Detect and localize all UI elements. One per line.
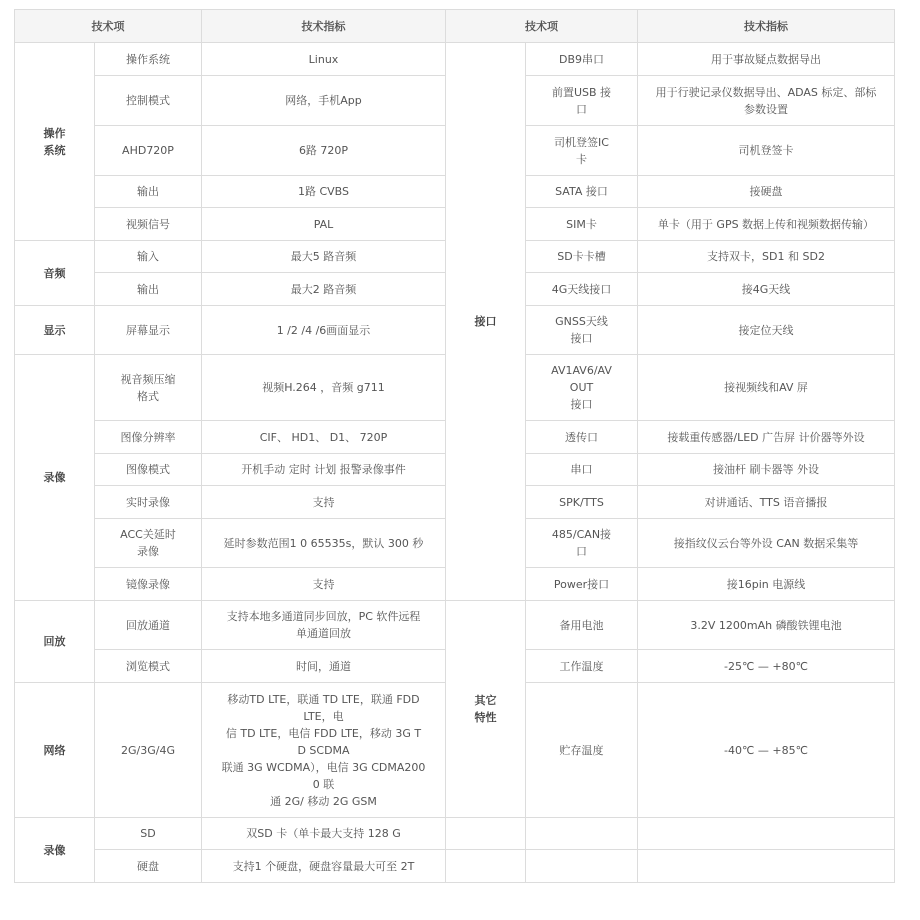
- spec-cell: PAL: [202, 208, 446, 241]
- spec-cell: 接4G天线: [638, 273, 895, 306]
- spec-cell: 接指纹仪云台等外设 CAN 数据采集等: [638, 519, 895, 568]
- item-cell: 透传口: [526, 421, 638, 454]
- spec-cell: 视频H.264 ，音频 g711: [202, 355, 446, 421]
- item-cell: 回放通道: [95, 601, 202, 650]
- spec-cell: 6路 720P: [202, 126, 446, 176]
- table-row: [15, 850, 895, 883]
- item-cell: 485/CAN接 口: [526, 519, 638, 568]
- category-network: 网络: [15, 683, 95, 818]
- item-cell: 司机登签IC 卡: [526, 126, 638, 176]
- item-cell: ACC关延时 录像: [95, 519, 202, 568]
- item-cell: SIM卡: [526, 208, 638, 241]
- item-cell: 视音频压缩 格式: [95, 355, 202, 421]
- item-cell: 视频信号: [95, 208, 202, 241]
- table-row: [15, 43, 895, 76]
- spec-cell: 移动TD LTE，联通 TD LTE，联通 FDD LTE，电 信 TD LTE，电信 FDD LTE，移动 3G T D SCDMA 联通 3G WCDMA），电信 3G CDMA200 0 联 通 2G/ 移动 2G GSM: [202, 683, 446, 818]
- item-cell: 硬盘: [95, 850, 202, 883]
- spec-cell: 1 /2 /4 /6画面显示: [202, 306, 446, 355]
- spec-cell: 最大5 路音频: [202, 241, 446, 273]
- header-item-right: 技术项: [446, 10, 638, 43]
- spec-cell: 用于事故疑点数据导出: [638, 43, 895, 76]
- item-cell: 工作温度: [526, 650, 638, 683]
- category-storage: 录像: [15, 818, 95, 883]
- item-cell: 2G/3G/4G: [95, 683, 202, 818]
- item-cell: 图像分辨率: [95, 421, 202, 454]
- item-cell: SPK/TTS: [526, 486, 638, 519]
- spec-cell: 双SD 卡（单卡最大支持 128 G: [202, 818, 446, 850]
- item-cell: AV1AV6/AV OUT 接口: [526, 355, 638, 421]
- spec-cell: -40℃ — +85℃: [638, 683, 895, 818]
- item-cell: GNSS天线 接口: [526, 306, 638, 355]
- spec-cell: 支持双卡，SD1 和 SD2: [638, 241, 895, 273]
- spec-cell: 接定位天线: [638, 306, 895, 355]
- spec-cell: 网络，手机App: [202, 76, 446, 126]
- category-audio: 音频: [15, 241, 95, 306]
- item-cell: 操作系统: [95, 43, 202, 76]
- spec-cell: 支持本地多通道同步回放，PC 软件远程 单通道回放: [202, 601, 446, 650]
- spec-cell: 接硬盘: [638, 176, 895, 208]
- table-row: [15, 818, 895, 850]
- spec-cell: -25℃ — +80℃: [638, 650, 895, 683]
- spec-cell: 开机手动 定时 计划 报警录像事件: [202, 454, 446, 486]
- item-cell: SATA 接口: [526, 176, 638, 208]
- item-cell: 备用电池: [526, 601, 638, 650]
- spec-cell: 用于行驶记录仪数据导出、ADAS 标定、部标 参数设置: [638, 76, 895, 126]
- item-cell: 屏幕显示: [95, 306, 202, 355]
- category-display: 显示: [15, 306, 95, 355]
- category-os: 操作 系统: [15, 43, 95, 241]
- item-cell: 输出: [95, 273, 202, 306]
- item-cell: 前置USB 接 口: [526, 76, 638, 126]
- category-playback: 回放: [15, 601, 95, 683]
- item-cell: 实时录像: [95, 486, 202, 519]
- table-row: [15, 601, 895, 650]
- spec-cell: 延时参数范围1 0 65535s，默认 300 秒: [202, 519, 446, 568]
- spec-cell: 接视频线和AV 屏: [638, 355, 895, 421]
- empty-cell: [638, 818, 895, 850]
- item-cell: Power接口: [526, 568, 638, 601]
- spec-cell: 接载重传感器/LED 广告屏 计价器等外设: [638, 421, 895, 454]
- item-cell: 控制模式: [95, 76, 202, 126]
- item-cell: 输入: [95, 241, 202, 273]
- item-cell: 贮存温度: [526, 683, 638, 818]
- item-cell: SD: [95, 818, 202, 850]
- category-other: 其它 特性: [446, 601, 526, 818]
- spec-cell: CIF、 HD1、 D1、 720P: [202, 421, 446, 454]
- header-row: [15, 10, 895, 43]
- spec-cell: 单卡（用于 GPS 数据上传和视频数据传输）: [638, 208, 895, 241]
- empty-cell: [446, 850, 526, 883]
- empty-cell: [526, 850, 638, 883]
- spec-cell: 接16pin 电源线: [638, 568, 895, 601]
- item-cell: 4G天线接口: [526, 273, 638, 306]
- spec-cell: Linux: [202, 43, 446, 76]
- item-cell: SD卡卡槽: [526, 241, 638, 273]
- empty-cell: [638, 850, 895, 883]
- item-cell: AHD720P: [95, 126, 202, 176]
- category-interface: 接口: [446, 43, 526, 601]
- spec-cell: 支持: [202, 568, 446, 601]
- header-spec-left: 技术指标: [202, 10, 446, 43]
- item-cell: 镜像录像: [95, 568, 202, 601]
- header-item-left: 技术项: [15, 10, 202, 43]
- empty-cell: [446, 818, 526, 850]
- empty-cell: [526, 818, 638, 850]
- spec-cell: 支持1 个硬盘，硬盘容量最大可至 2T: [202, 850, 446, 883]
- item-cell: DB9串口: [526, 43, 638, 76]
- spec-cell: 最大2 路音频: [202, 273, 446, 306]
- category-record: 录像: [15, 355, 95, 601]
- item-cell: 输出: [95, 176, 202, 208]
- item-cell: 浏览模式: [95, 650, 202, 683]
- spec-cell: 对讲通话、TTS 语音播报: [638, 486, 895, 519]
- spec-cell: 支持: [202, 486, 446, 519]
- spec-cell: 接油杆 刷卡器等 外设: [638, 454, 895, 486]
- spec-cell: 时间，通道: [202, 650, 446, 683]
- header-spec-right: 技术指标: [638, 10, 895, 43]
- spec-cell: 1路 CVBS: [202, 176, 446, 208]
- spec-table: [14, 9, 895, 883]
- spec-cell: 3.2V 1200mAh 磷酸铁锂电池: [638, 601, 895, 650]
- item-cell: 串口: [526, 454, 638, 486]
- spec-cell: 司机登签卡: [638, 126, 895, 176]
- item-cell: 图像模式: [95, 454, 202, 486]
